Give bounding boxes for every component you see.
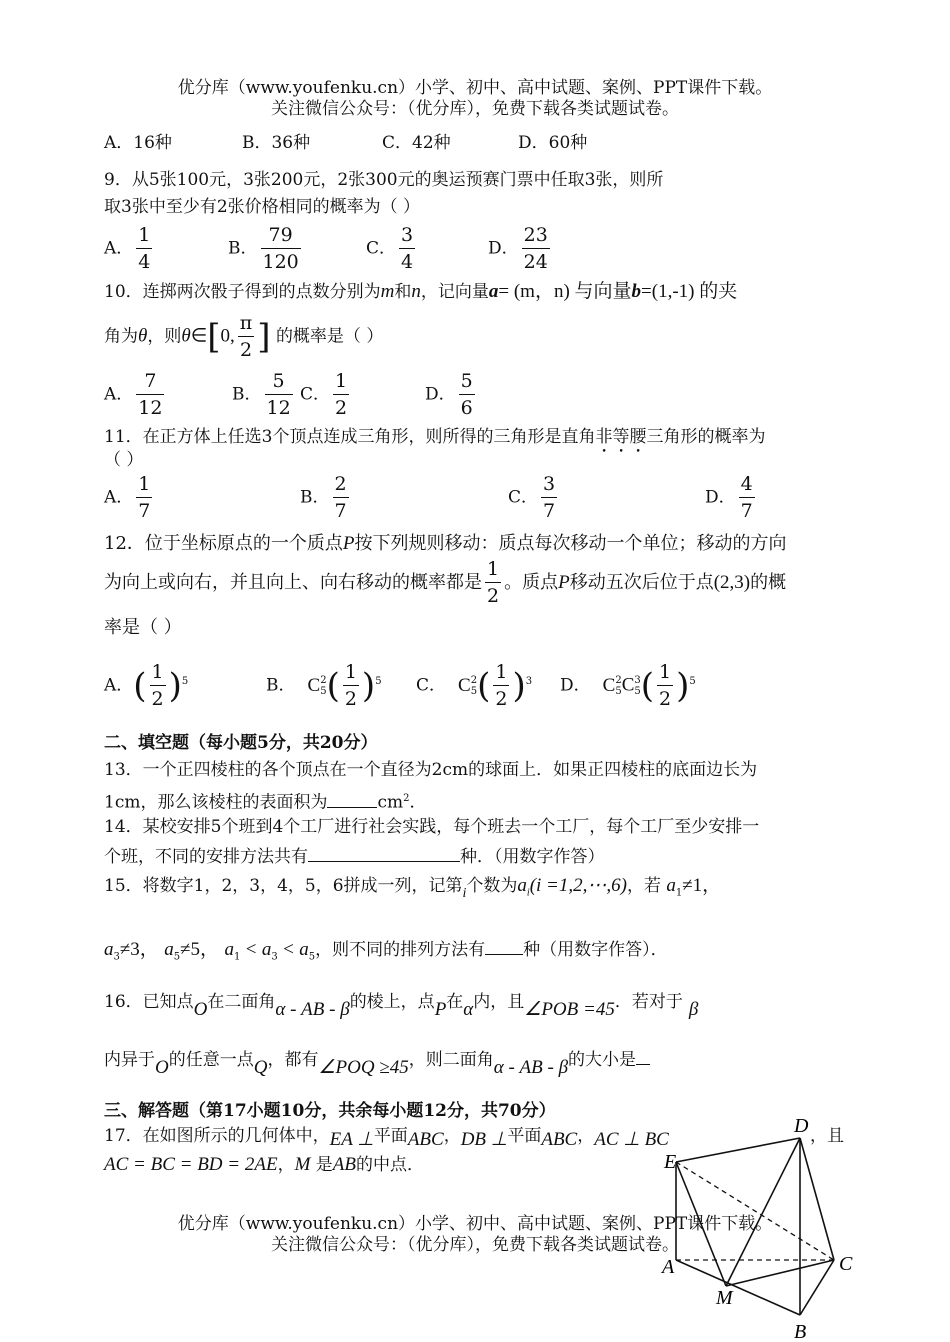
q11-option-c: C． $\frac{3}{7}$ [508,473,556,522]
q17-line-2: AC = BC = BD = 2AE，M 是AB的中点． [104,1154,425,1175]
q11-option-b: B． $\frac{2}{7}$ [300,473,347,522]
q10-option-d: D． $\frac{5}{6}$ [425,370,473,419]
q8-option-a: A．16种 [104,133,172,153]
label-D: D [794,1115,809,1137]
q10-option-a: A． $\frac{7}{12}$ [104,370,163,419]
geometry-figure [650,1110,870,1342]
edge-CB [800,1260,834,1315]
edge-EM [676,1162,726,1286]
q11-option-d: D． $\frac{4}{7}$ [705,473,753,522]
section-2-heading: 二、填空题（每小题5分，共20分） [104,733,378,753]
q12-line-2: 为向上或向右，并且向上、向右移动的概率都是 $\frac{1}{2}$ 。质点P移动五次后位于点(2,3)的概 [104,558,787,607]
q10-option-b: B． $\frac{5}{12}$ [232,370,291,419]
q14-line-1: 14．某校安排5个班到4个工厂进行社会实践，每个班去一个工厂，每个工厂至少安排一 [104,817,760,837]
footer-line-1: 优分库（www.youfenku.cn）小学、初中、高中试题、案例、PPT课件下载。 [177,1214,773,1234]
edge-ED [676,1138,800,1162]
q8-option-c: C．42种 [382,133,451,153]
q12-line-3: 率是（ ） [104,617,182,638]
label-B: B [794,1321,807,1342]
edge-AB [676,1260,800,1315]
label-A: A [662,1256,675,1278]
q9-line-2: 取3张中至少有2张价格相同的概率为（ ） [104,197,421,217]
label-E: E [664,1151,677,1173]
q9-option-b: B． $\frac{79}{120}$ [228,224,299,273]
q14-line-2: 个班，不同的安排方法共有 种．（用数字作答） [104,843,605,869]
section-3-heading: 三、解答题（第17小题10分，共余每小题12分，共70分） [104,1101,556,1121]
label-M: M [716,1287,733,1309]
q11-line-2: （ ） [104,450,144,470]
label-C: C [839,1253,853,1275]
q9-option-a: A． $\frac{1}{4}$ [104,224,151,273]
q8-option-b: B．36种 [242,133,311,153]
q11-option-a: A． $\frac{1}{7}$ [104,473,151,522]
q8-option-d: D．60种 [518,133,588,153]
q16-line-2: 内异于O的任意一点Q，都有∠POQ ≥45，则二面角α - AB - β的大小是 [104,1046,650,1080]
q12-option-a: A．( $\frac{1}{2}$ )$^5$ [104,661,189,711]
q9-option-d: D． $\frac{23}{24}$ [488,224,548,273]
q9-line-1: 9．从5张100元，3张200元，2张300元的奥运预赛门票中任取3张，则所 [104,170,664,190]
q11-line-1: 11．在正方体上任选3个顶点连成三角形，则所得的三角形是直角非等腰三角形的概率为 [104,427,766,447]
q12-option-c: C． C 2 5 ( $\frac{1}{2}$ )$^3$ [416,661,533,711]
header-line-2: 关注微信公众号：（优分库），免费下载各类试题试卷。 [271,99,679,119]
q14-answer-blank[interactable] [308,843,460,862]
edge-DM [726,1138,800,1286]
q17-line-1-end: ，且 [810,1126,844,1146]
q15-line-2: $a_3\ne 3$， $a_5\ne 5$， $a_1 < a_3 < a_5$，则不同的排列方法有 种（用数字作答）． [104,936,668,969]
q16-line-1: 16．已知点O在二面角α - AB - β的棱上，点P在α内，且∠POB =45．若对于 β [104,992,699,1020]
q13-line-2: 1cm，那么该棱柱的表面积为 $cm^2$． [104,787,427,815]
q9-option-c: C． $\frac{3}{4}$ [366,224,414,273]
header-line-1: 优分库（www.youfenku.cn）小学、初中、高中试题、案例、PPT课件下载。 [177,78,773,98]
q17-line-1: 17．在如图所示的几何体中，EA ⊥平面ABC，DB ⊥平面ABC，AC ⊥ BC [104,1126,669,1150]
q15-answer-blank[interactable] [485,936,523,955]
q12-line-1: 12．位于坐标原点的一个质点P按下列规则移动：质点每次移动一个单位；移动的方向 [104,533,787,554]
edge-DC [800,1138,834,1260]
edge-MC [726,1260,834,1286]
q10-option-c: C． $\frac{1}{2}$ [300,370,348,419]
q16-answer-blank[interactable] [636,1046,650,1065]
q13-answer-blank[interactable] [327,789,377,808]
q12-option-b: B． C 2 5 ( $\frac{1}{2}$ )$^5$ [266,661,382,711]
q10-line-1: 10．连掷两次骰子得到的点数分别为m和n，记向量a= (m，n) 与向量b=(1,-1) 的夹 [104,281,738,302]
q15-line-1: 15．将数字1，2，3，4，5，6拼成一列，记第$_i$个数为$a_i(i$ =1,2,⋯,6)，若 $a_1\ne 1$， [104,875,722,901]
footer-line-2: 关注微信公众号：（优分库），免费下载各类试题试卷。 [271,1235,679,1255]
q13-line-1: 13．一个正四棱柱的各个顶点在一个直径为2cm的球面上．如果正四棱柱的底面边长为 [104,760,758,780]
q10-line-2: 角为θ，则θ∈[0, $\frac{\pi}{2}$ ] 的概率是（ ） [104,312,384,361]
q12-option-d: D． C 2 5 C 3 5 ( $\frac{1}{2}$ )$^5$ [560,661,696,711]
